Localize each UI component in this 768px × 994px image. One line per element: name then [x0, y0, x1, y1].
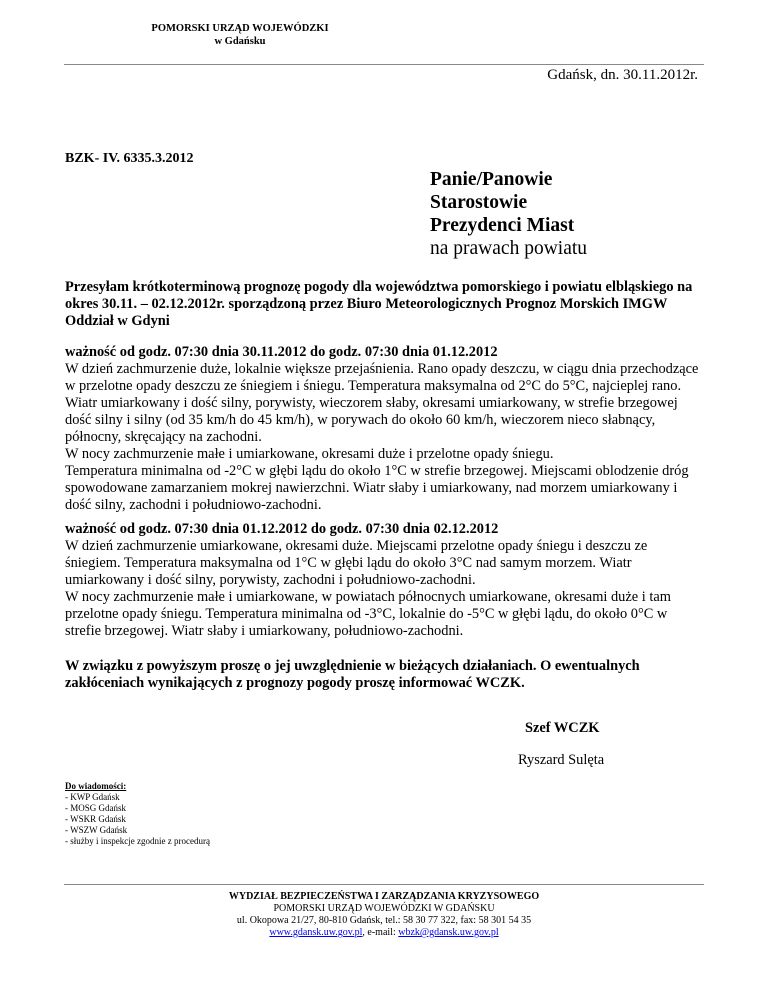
- distribution-item: - WSKR Gdańsk: [65, 814, 126, 824]
- forecast-2-title: ważność od godz. 07:30 dnia 01.12.2012 do godz. 07:30 dnia 02.12.2012: [65, 521, 499, 537]
- header-divider: [64, 64, 704, 65]
- email-link[interactable]: wbzk@gdansk.uw.gov.pl: [398, 927, 499, 938]
- website-link[interactable]: www.gdansk.uw.gov.pl: [269, 927, 363, 938]
- issuer-name: POMORSKI URZĄD WOJEWÓDZKI: [151, 23, 329, 34]
- forecast-1-temperature: Temperatura minimalna od -2°C w głębi lądu do około 1°C w strefie brzegowej. Miejscami oblodzenie dróg spowodowane zamarzaniem mokrej nawierzchni. Wiatr słaby i umiarkowany, nad morzem umiarkowany i dość silny, zachodni i południowo-zachodni.: [65, 463, 689, 513]
- document-date: Gdańsk, dn. 30.11.2012r.: [547, 67, 698, 83]
- distribution-item: - MOSG Gdańsk: [65, 803, 127, 813]
- addressee-line-4: na prawach powiatu: [430, 238, 588, 259]
- footer: [64, 891, 704, 939]
- footer-contact: [64, 927, 704, 939]
- email-prefix: , e-mail:: [362, 927, 399, 938]
- closing-paragraph: W związku z powyższym proszę o jej uwzględnienie w bieżących działaniach. O ewentualnych zakłóceniach wynikających z prognozy pogody proszę informować WCZK.: [65, 658, 640, 691]
- distribution-item: - służby i inspekcje zgodnie z procedurą: [65, 836, 210, 846]
- addressee-line-2: Starostowie: [430, 192, 528, 213]
- forecast-1-night: W nocy zachmurzenie małe i umiarkowane, okresami duże i przelotne opady śniegu.: [65, 446, 554, 462]
- issuer-city: w Gdańsku: [214, 36, 266, 47]
- distribution-item: - KWP Gdańsk: [65, 792, 120, 802]
- footer-address: ul. Okopowa 21/27, 80-810 Gdańsk, tel.: 58 30 77 322, fax: 58 301 54 35: [236, 915, 532, 926]
- reference-number: BZK- IV. 6335.3.2012: [65, 151, 194, 166]
- addressee-block: [430, 168, 587, 260]
- addressee-line-3: Prezydenci Miast: [430, 215, 575, 236]
- forecast-section-2: [65, 521, 705, 640]
- footer-department: WYDZIAŁ BEZPIECZEŃSTWA I ZARZĄDZANIA KRYZYSOWEGO: [228, 891, 540, 902]
- forecast-2-day: W dzień zachmurzenie umiarkowane, okresami duże. Miejscami przelotne opady śniegu i deszczu ze śniegiem. Temperatura maksymalna od 1°C w głębi lądu do około 3°C nad samym morzem. Wiatr umiarkowany i dość silny, porywisty, zachodni i południowo-zachodni.: [65, 538, 648, 588]
- signature-name: Ryszard Sulęta: [518, 752, 605, 768]
- distribution-item: - WSZW Gdańsk: [65, 825, 128, 835]
- signature-title: Szef WCZK: [525, 720, 600, 736]
- forecast-section-1: [65, 344, 705, 514]
- issuer-header: [130, 22, 350, 48]
- footer-office: POMORSKI URZĄD WOJEWÓDZKI W GDAŃSKU: [273, 903, 495, 914]
- footer-divider: [64, 884, 704, 885]
- forecast-2-night: W nocy zachmurzenie małe i umiarkowane, w powiatach północnych umiarkowane, okresami duże i tam przelotne opady śniegu. Temperatura minimalna od -3°C, lokalnie do -5°C w głębi lądu, do około 0°C w strefie brzegowej. Wiatr słaby i umiarkowany, południowo-zachodni.: [65, 589, 671, 639]
- distribution-title: Do wiadomości:: [65, 781, 127, 791]
- intro-paragraph: Przesyłam krótkoterminową prognozę pogody dla województwa pomorskiego i powiatu elbląskiego na okres 30.11. – 02.12.2012r. sporządzoną przez Biuro Meteorologicznych Prognoz Morskich IMGW Oddział w Gdyni: [65, 279, 693, 329]
- addressee-line-1: Panie/Panowie: [430, 169, 553, 190]
- distribution-list: [65, 781, 210, 847]
- forecast-1-title: ważność od godz. 07:30 dnia 30.11.2012 do godz. 07:30 dnia 01.12.2012: [65, 344, 498, 360]
- forecast-1-day: W dzień zachmurzenie duże, lokalnie większe przejaśnienia. Rano opady deszczu, w ciągu dnia przechodzące w przelotne opady deszczu ze śniegiem i śniegu. Temperatura maksymalna od 2°C do 5°C, najcieplej rano. Wiatr umiarkowany i dość silny, porywisty, wieczorem słaby, okresami umiarkowany, w strefie brzegowej dość silny i silny (od 35 km/h do 45 km/h), w porywach do około 60 km/h, wieczorem nieco słabnący, północny, skręcający na zachodni.: [65, 361, 699, 445]
